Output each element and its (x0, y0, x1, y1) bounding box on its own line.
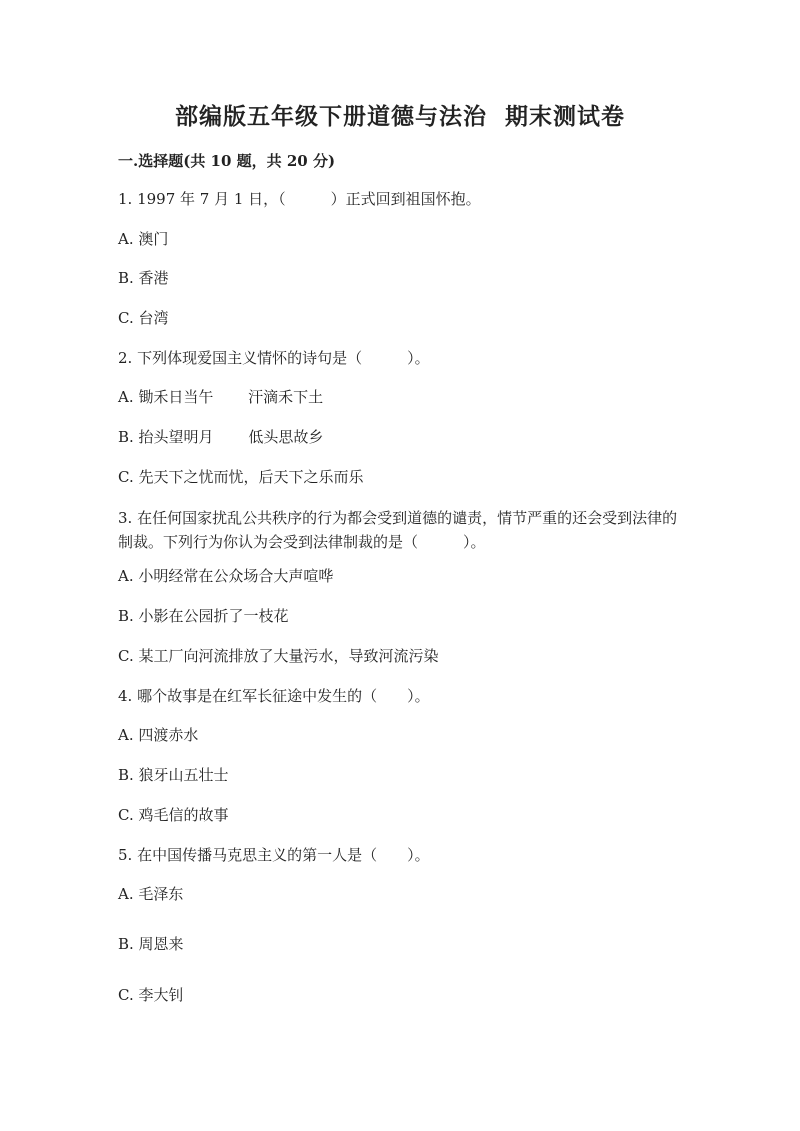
question-2-option-c[interactable]: C. 先天下之忧而忧，后天下之乐而乐 (118, 468, 364, 486)
section-heading: 一.选择题(共 10 题，共 20 分) (118, 152, 336, 170)
question-5-option-a[interactable]: A. 毛泽东 (118, 885, 184, 903)
question-2-option-b[interactable]: B. 抬头望明月 低头思故乡 (118, 428, 324, 446)
question-3-stem: 3. 在任何国家扰乱公共秩序的行为都会受到道德的谴责，情节严重的还会受到法律的制裁。下列行为你认为会受到法律制裁的是（ ）。 (118, 509, 678, 551)
question-1-option-a[interactable]: A. 澳门 (118, 230, 169, 248)
question-5-option-b[interactable]: B. 周恩来 (118, 935, 184, 953)
question-4-option-b[interactable]: B. 狼牙山五壮士 (118, 766, 229, 784)
question-5-stem: 5. 在中国传播马克思主义的第一人是（ ）。 (118, 846, 430, 864)
question-1-option-c[interactable]: C. 台湾 (118, 309, 169, 327)
question-3-option-b[interactable]: B. 小影在公园折了一枝花 (118, 607, 289, 625)
question-1-stem: 1. 1997 年 7 月 1 日，（ ）正式回到祖国怀抱。 (118, 190, 481, 208)
page-title: 部编版五年级下册道德与法治 期末测试卷 (174, 103, 625, 130)
question-5-option-c[interactable]: C. 李大钊 (118, 986, 184, 1004)
question-4-option-c[interactable]: C. 鸡毛信的故事 (118, 806, 229, 824)
question-4-stem: 4. 哪个故事是在红军长征途中发生的（ ）。 (118, 687, 430, 705)
question-3-option-a[interactable]: A. 小明经常在公众场合大声喧哗 (118, 567, 334, 585)
question-2-stem: 2. 下列体现爱国主义情怀的诗句是（ ）。 (118, 349, 430, 367)
question-3-option-c[interactable]: C. 某工厂向河流排放了大量污水，导致河流污染 (118, 647, 439, 665)
question-2-option-a[interactable]: A. 锄禾日当午 汗滴禾下土 (118, 388, 324, 406)
question-1-option-b[interactable]: B. 香港 (118, 269, 169, 287)
question-4-option-a[interactable]: A. 四渡赤水 (118, 726, 199, 744)
